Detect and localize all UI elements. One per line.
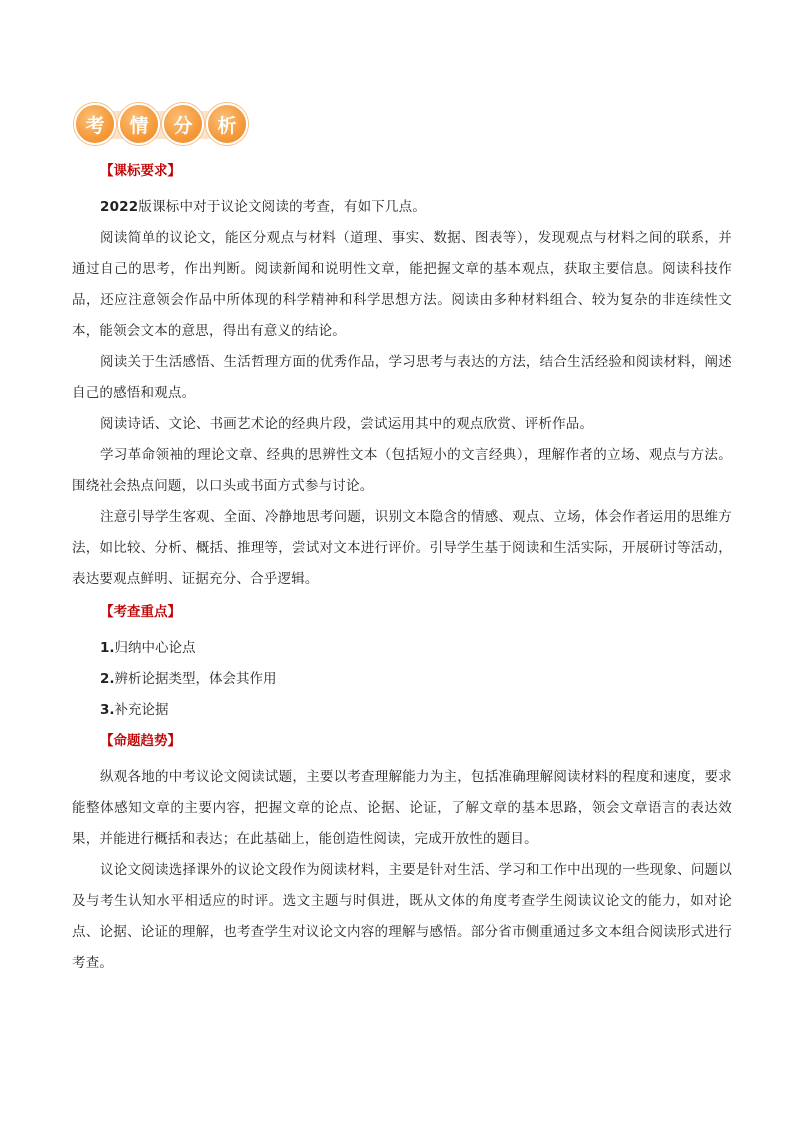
focus-heading: 【考查重点】 <box>100 604 181 620</box>
requirements-paragraph: 注意引导学生客观、全面、冷静地思考问题，识别文本隐含的情感、观点、立场，体会作者运用的思维方法，如比较、分析、概括、推理等，尝试对文本进行评价。引导学生基于阅读和生活实际，开展研讨等活动，表达要观点鲜明、证据充分、合乎逻辑。 <box>72 509 732 587</box>
title-char-circle: 考 <box>74 103 116 145</box>
focus-item <box>100 633 732 664</box>
requirements-paragraph: 学习革命领袖的理论文章、经典的思辨性文本（包括短小的文言经典），理解作者的立场、观点与方法。围绕社会热点问题，以口头或书面方式参与讨论。 <box>72 447 732 494</box>
section-title-badge <box>74 103 237 145</box>
focus-item-text: 辨析论据类型，体会其作用 <box>114 671 277 687</box>
requirements-paragraph: 阅读关于生活感悟、生活哲理方面的优秀作品，学习思考与表达的方法，结合生活经验和阅读材料，阐述自己的感悟和观点。 <box>72 354 732 401</box>
requirements-paragraph: 阅读简单的议论文，能区分观点与材料（道理、事实、数据、图表等），发现观点与材料之间的联系，并通过自己的思考，作出判断。阅读新闻和说明性文章，能把握文章的基本观点，获取主要信息。阅读科技作品，还应注意领会作品中所体现的科学精神和科学思想方法。阅读由多种材料组合、较为复杂的非连续性文本，能领会文本的意思，得出有意义的结论。 <box>72 230 732 339</box>
focus-item-number: 2. <box>100 671 115 687</box>
trends-paragraph: 纵观各地的中考议论文阅读试题，主要以考查理解能力为主，包括准确理解阅读材料的程度和速度，要求能整体感知文章的主要内容，把握文章的论点、论据、论证，了解文章的基本思路，领会文章语言的表达效果，并能进行概括和表达；在此基础上，能创造性阅读，完成开放性的题目。 <box>72 769 732 847</box>
title-char-circle: 析 <box>206 103 248 145</box>
document-body <box>72 160 732 979</box>
focus-item-number: 3. <box>100 702 115 718</box>
focus-item-number: 1. <box>100 640 115 656</box>
requirements-heading: 【课标要求】 <box>100 163 181 179</box>
focus-item-text: 归纳中心论点 <box>114 640 196 656</box>
title-char-circle: 情 <box>118 103 160 145</box>
requirements-paragraph: 阅读诗话、文论、书画艺术论的经典片段，尝试运用其中的观点欣赏、评析作品。 <box>100 416 594 432</box>
title-char-circle: 分 <box>162 103 204 145</box>
focus-item <box>100 664 732 695</box>
requirements-intro <box>72 192 732 223</box>
focus-item <box>100 695 732 726</box>
intro-text: 版课标中对于议论文阅读的考查，有如下几点。 <box>138 199 427 215</box>
trends-heading: 【命题趋势】 <box>100 733 181 749</box>
focus-item-text: 补充论据 <box>114 702 169 718</box>
intro-year: 2022 <box>100 199 139 215</box>
trends-paragraph: 议论文阅读选择课外的议论文段作为阅读材料，主要是针对生活、学习和工作中出现的一些现象、问题以及与考生认知水平相适应的时评。选文主题与时俱进，既从文体的角度考查学生阅读议论文的能力，如对论点、论据、论证的理解，也考查学生对议论文内容的理解与感悟。部分省市侧重通过多文本组合阅读形式进行考查。 <box>72 862 732 971</box>
